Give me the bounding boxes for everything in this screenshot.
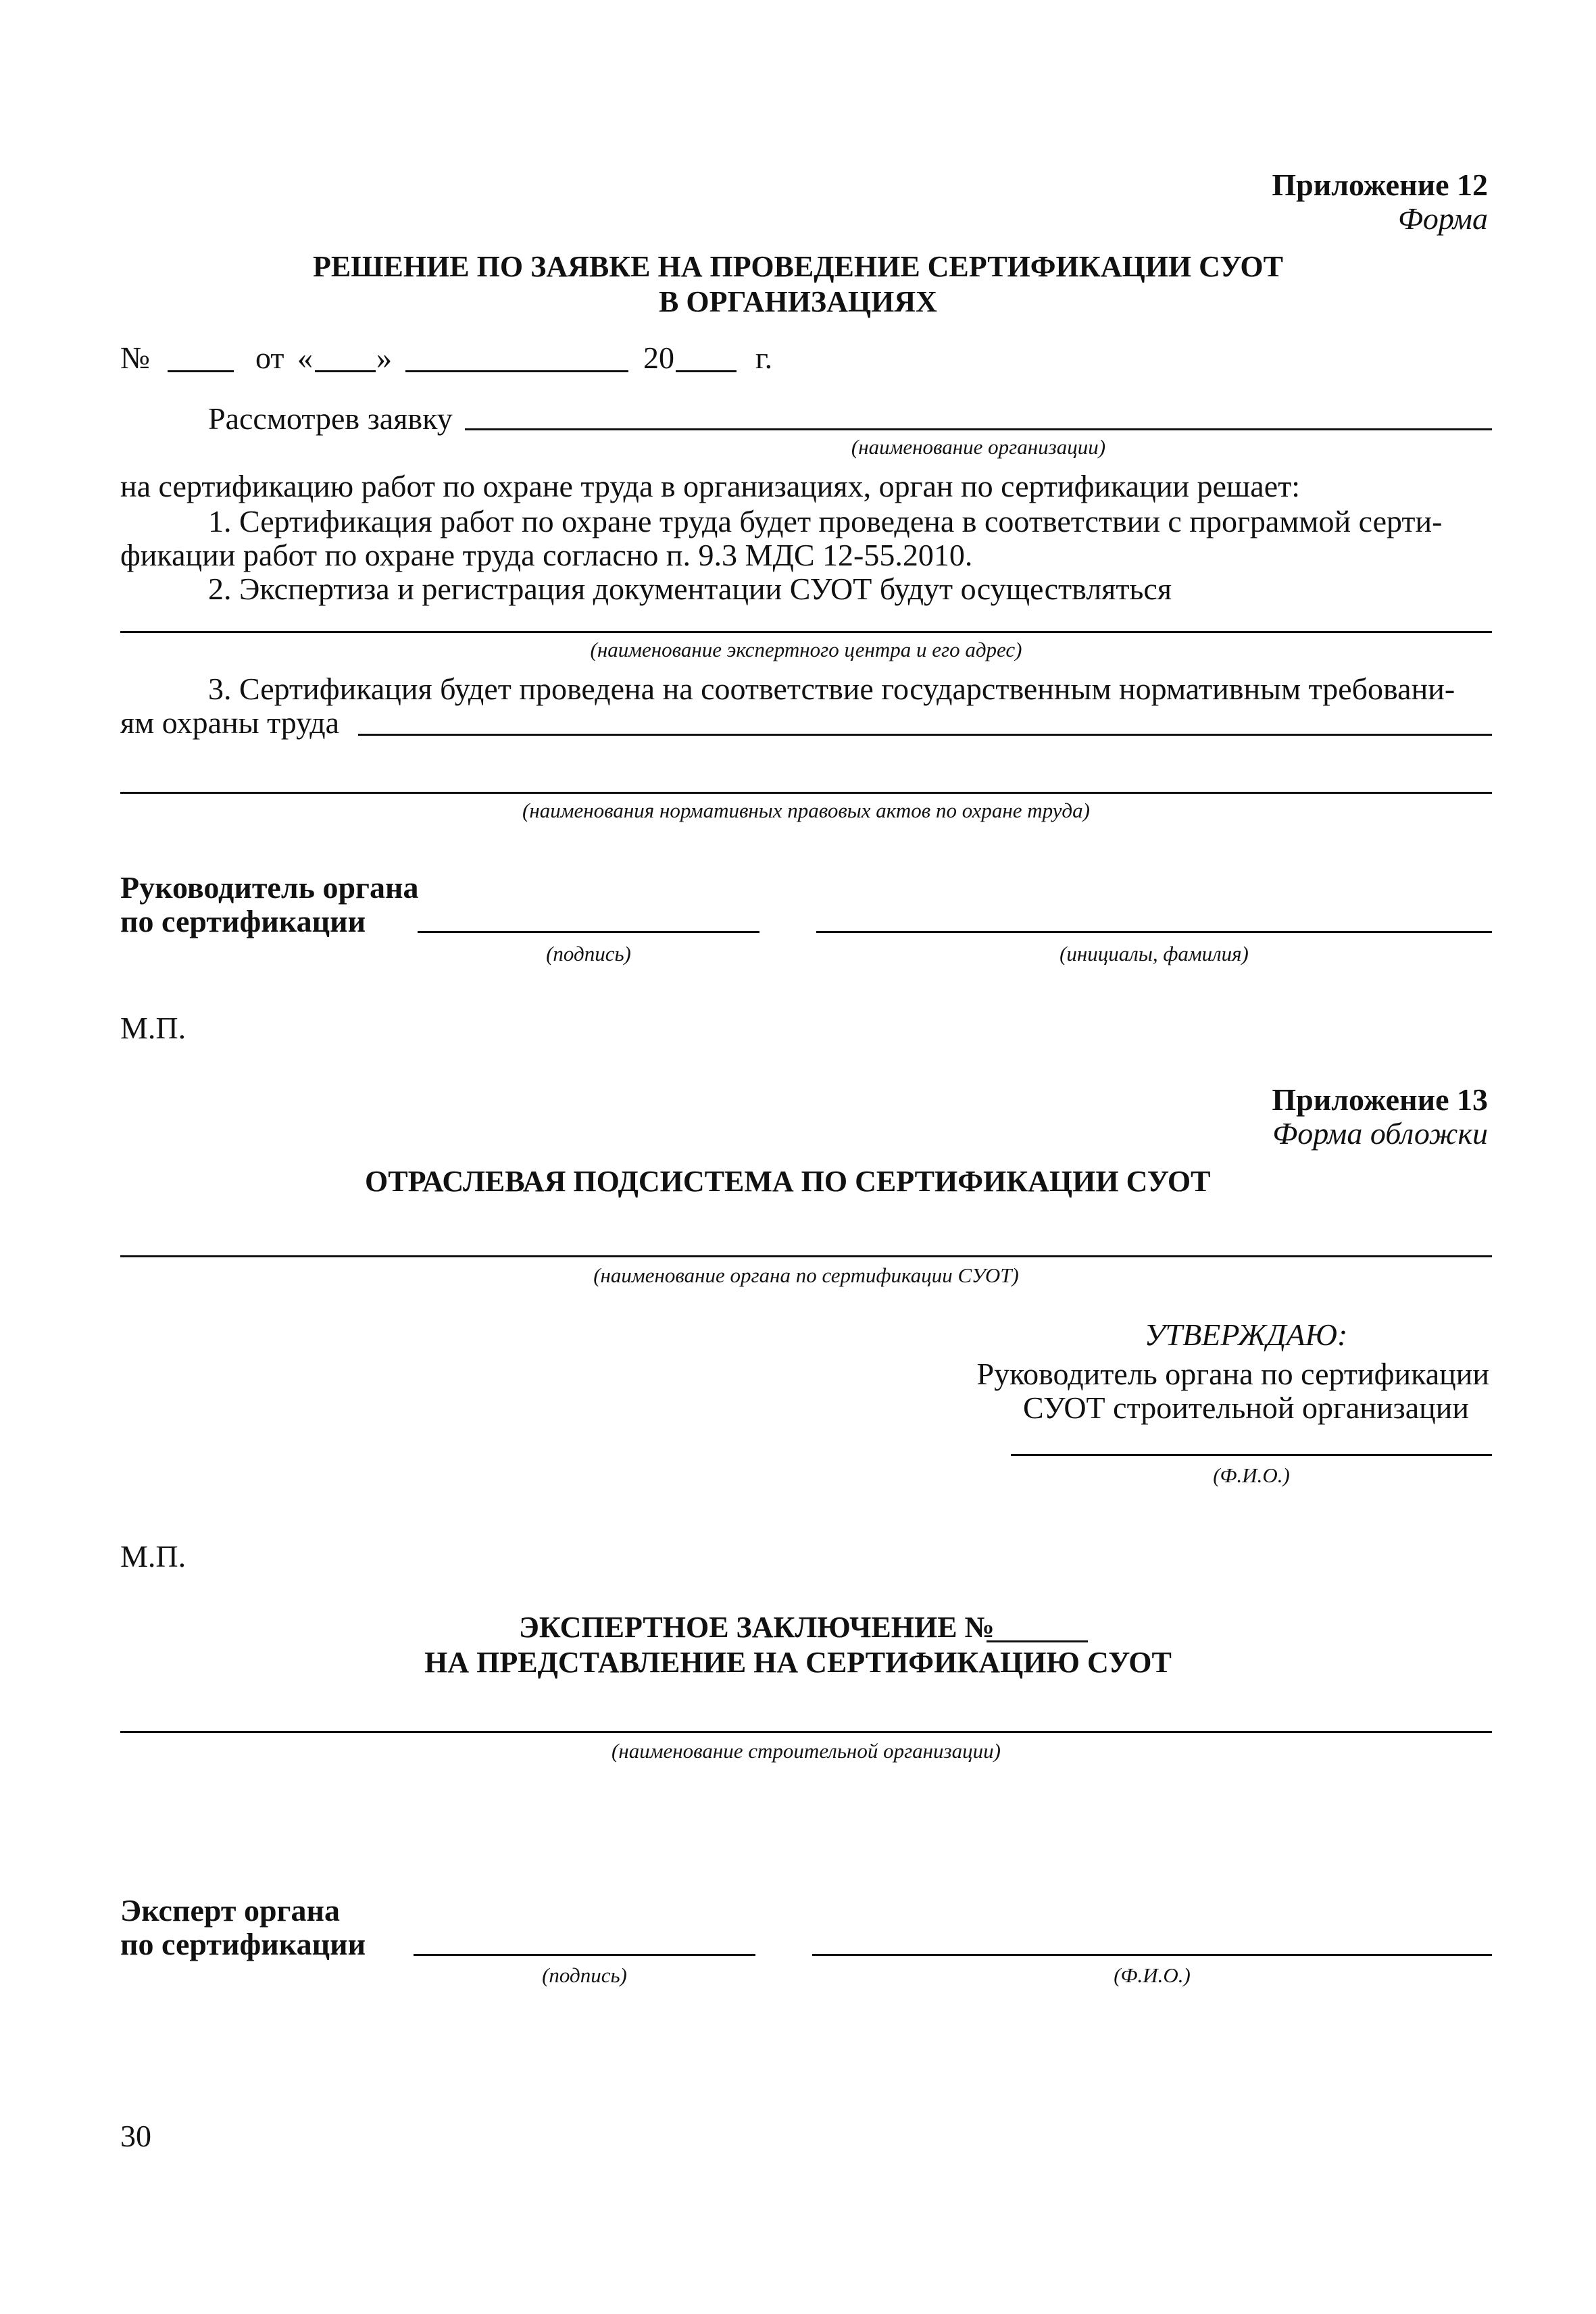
head-signature-field[interactable] (418, 931, 759, 933)
quote-open: « (297, 341, 313, 375)
subsystem-title: ОТРАСЛЕВАЯ ПОДСИСТЕМА ПО СЕРТИФИКАЦИИ СУОТ (365, 1165, 1211, 1198)
head-signature-caption: (подпись) (546, 942, 631, 965)
organization-field[interactable] (465, 428, 1492, 430)
appendix-13-form-label: Форма обложки (1272, 1116, 1488, 1151)
number-field[interactable] (168, 370, 234, 372)
appendix-13-label: Приложение 13 (1272, 1082, 1488, 1117)
stamp-label-2: М.П. (120, 1539, 186, 1574)
acts-field-2[interactable] (120, 792, 1492, 794)
conclusion-number-field[interactable] (987, 1640, 1088, 1642)
construction-org-field[interactable] (120, 1731, 1492, 1733)
stamp-label-1: М.П. (120, 1011, 186, 1045)
certification-body-caption: (наименование органа по сертификации СУОТ) (593, 1263, 1019, 1287)
organization-caption: (наименование организации) (851, 435, 1106, 459)
approver-line2: СУОТ строительной организации (1022, 1390, 1469, 1425)
year-suffix: г. (755, 341, 773, 375)
acts-caption: (наименования нормативных правовых актов по охране труда) (522, 799, 1090, 822)
acts-field-1[interactable] (358, 734, 1492, 736)
expert-label-line2: по сертификации (120, 1927, 366, 1961)
page-number: 30 (120, 2119, 151, 2153)
review-label: Рассмотрев заявку (208, 401, 453, 436)
expert-center-caption: (наименование экспертного центра и его адрес) (590, 638, 1022, 661)
certification-body-field[interactable] (120, 1255, 1492, 1257)
approver-line1: Руководитель органа по сертификации (976, 1357, 1489, 1391)
expert-signature-caption: (подпись) (542, 1963, 627, 1987)
expert-center-field[interactable] (120, 631, 1492, 633)
date-ot-label: от (255, 341, 284, 375)
head-name-caption: (инициалы, фамилия) (1059, 942, 1249, 965)
expert-fio-field[interactable] (812, 1954, 1492, 1956)
month-field[interactable] (405, 370, 628, 372)
conclusion-title-line1: ЭКСПЕРТНОЕ ЗАКЛЮЧЕНИЕ № (519, 1611, 995, 1644)
quote-close: » (376, 341, 392, 375)
item-1-line2: фикации работ по охране труда согласно п. 9.3 МДС 12-55.2010. (120, 538, 973, 572)
approve-label: УТВЕРЖДАЮ: (1144, 1317, 1348, 1352)
expert-label-line1: Эксперт органа (120, 1893, 340, 1928)
day-field[interactable] (315, 370, 376, 372)
decision-intro: на сертификацию работ по охране труда в организациях, орган по сертификации решает: (120, 469, 1301, 503)
head-label-line1: Руководитель органа (120, 870, 419, 905)
appendix-12-label: Приложение 12 (1272, 168, 1488, 202)
decision-title-line2: В ОРГАНИЗАЦИЯХ (659, 285, 937, 318)
conclusion-title-line2: НА ПРЕДСТАВЛЕНИЕ НА СЕРТИФИКАЦИЮ СУОТ (424, 1646, 1172, 1679)
construction-org-caption: (наименование строительной организации) (612, 1739, 1001, 1763)
approver-fio-field[interactable] (1011, 1454, 1492, 1456)
year-prefix: 20 (643, 341, 674, 375)
appendix-12-form-label: Форма (1397, 201, 1488, 236)
item-3-line2: ям охраны труда (120, 705, 340, 740)
expert-fio-caption: (Ф.И.О.) (1114, 1963, 1191, 1987)
item-2: 2. Экспертиза и регистрация документации СУОТ будут осуществляться (208, 572, 1172, 606)
head-label-line2: по сертификации (120, 904, 366, 938)
item-1-line1: 1. Сертификация работ по охране труда будет проведена в соответствии с программой серти- (208, 504, 1443, 538)
item-3-line1: 3. Сертификация будет проведена на соответствие государственным нормативным требовани- (208, 672, 1455, 706)
number-sign: № (120, 341, 150, 375)
head-name-field[interactable] (816, 931, 1492, 933)
expert-signature-field[interactable] (414, 1954, 755, 1956)
year-field[interactable] (676, 370, 737, 372)
approver-fio-caption: (Ф.И.О.) (1213, 1463, 1290, 1487)
decision-title-line1: РЕШЕНИЕ ПО ЗАЯВКЕ НА ПРОВЕДЕНИЕ СЕРТИФИКАЦИИ СУОТ (312, 250, 1284, 283)
